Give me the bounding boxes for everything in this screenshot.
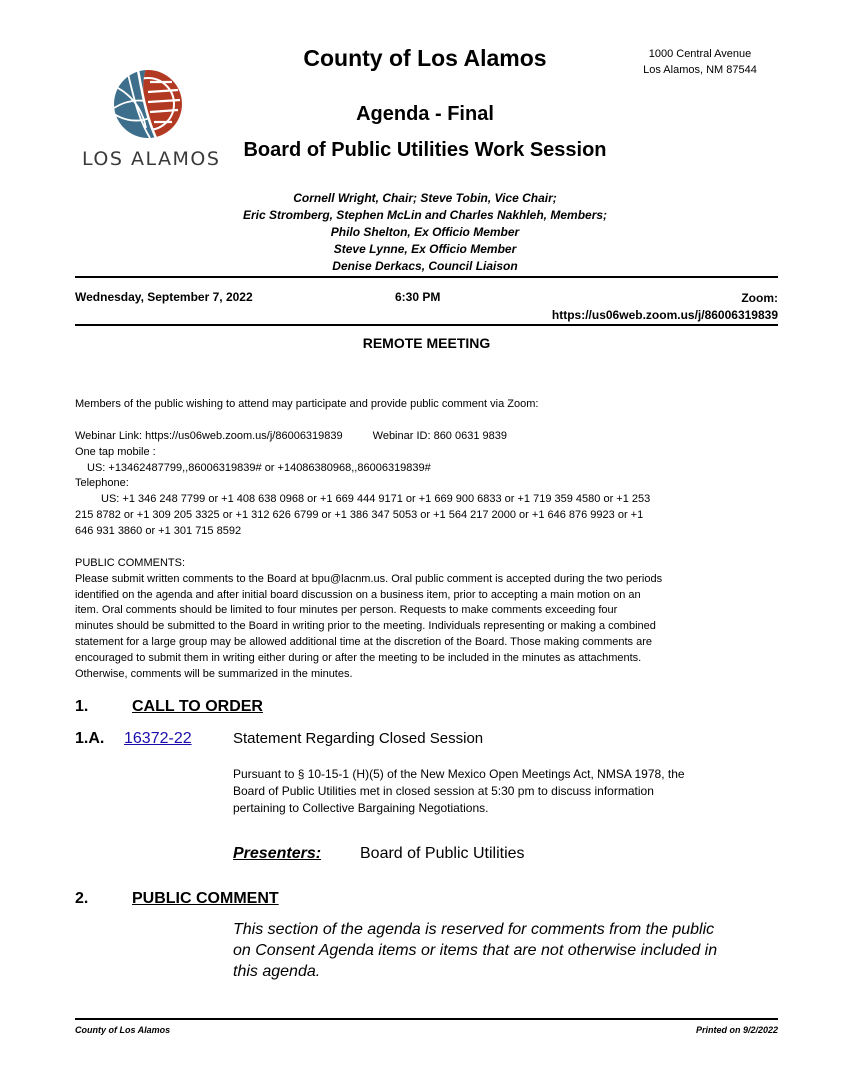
section-title-call-to-order: CALL TO ORDER bbox=[132, 698, 263, 715]
item-number: 1.A. bbox=[75, 730, 105, 747]
telephone-numbers-line: 215 8782 or +1 309 205 3325 or +1 312 626 6799 or +1 386 347 5053 or +1 564 217 2000 or +1 646 876 9923 or +1 bbox=[75, 508, 644, 521]
footer-printed-date: Printed on 9/2/2022 bbox=[695, 1025, 778, 1035]
public-comments-heading: PUBLIC COMMENTS: bbox=[75, 557, 186, 569]
members-line: Cornell Wright, Chair; Steve Tobin, Vice Chair; bbox=[293, 191, 557, 205]
agenda-type-title: Agenda - Final bbox=[356, 103, 494, 125]
item-body-line: pertaining to Collective Bargaining Negotiations. bbox=[233, 801, 489, 815]
webinar-info bbox=[75, 429, 775, 540]
public-comments-line: Please submit written comments to the Board at bpu@lacnm.us. Oral public comment is accepted during the two periods bbox=[75, 572, 663, 585]
county-title: County of Los Alamos bbox=[303, 45, 547, 71]
members-line: Steve Lynne, Ex Officio Member bbox=[333, 242, 517, 256]
meeting-time: 6:30 PM bbox=[395, 290, 441, 304]
zoom-label: Zoom: bbox=[741, 291, 778, 305]
section-body-line: on Consent Agenda items or items that are not otherwise included in bbox=[233, 942, 718, 959]
section-number: 2. bbox=[75, 890, 89, 907]
item-file-link[interactable]: 16372-22 bbox=[124, 730, 192, 747]
public-comments-line: encouraged to submit them in writing either during or after the meeting to be included in the minutes as attachments. bbox=[75, 651, 642, 664]
globe-leaf-icon bbox=[110, 68, 186, 140]
webinar-link[interactable]: Webinar Link: https://us06web.zoom.us/j/86006319839 bbox=[75, 430, 343, 442]
zoom-url[interactable]: https://us06web.zoom.us/j/86006319839 bbox=[551, 308, 778, 322]
item-body-line: Pursuant to § 10-15-1 (H)(5) of the New Mexico Open Meetings Act, NMSA 1978, the bbox=[233, 767, 685, 781]
county-address bbox=[600, 46, 800, 78]
section-number: 1. bbox=[75, 698, 89, 715]
public-comments-line: item. Oral comments should be limited to four minutes per person. Requests to make comments exceeding four bbox=[75, 604, 618, 617]
section-body-line: This section of the agenda is reserved for comments from the public bbox=[233, 921, 715, 938]
section-title-public-comment: PUBLIC COMMENT bbox=[132, 890, 279, 907]
public-comments-line: statement for a large group may be allowed additional time at the discretion of the Board. Those making comments are bbox=[75, 635, 652, 648]
meeting-date: Wednesday, September 7, 2022 bbox=[75, 290, 253, 304]
public-comments-line: Otherwise, comments will be summarized in the minutes. bbox=[75, 667, 353, 680]
address-line-1: 1000 Central Avenue bbox=[648, 48, 752, 60]
item-title: Statement Regarding Closed Session bbox=[233, 730, 484, 747]
item-body bbox=[233, 766, 723, 817]
board-title: Board of Public Utilities Work Session bbox=[243, 139, 607, 161]
public-comments-block bbox=[75, 556, 695, 682]
board-members bbox=[100, 190, 750, 275]
members-line: Eric Stromberg, Stephen McLin and Charles Nakhleh, Members; bbox=[242, 208, 608, 222]
header-divider-top bbox=[75, 276, 778, 278]
one-tap-label: One tap mobile : bbox=[75, 445, 156, 458]
telephone-numbers-line: 646 931 3860 or +1 301 715 8592 bbox=[75, 524, 242, 537]
meeting-zoom bbox=[552, 290, 778, 324]
webinar-line bbox=[75, 429, 775, 445]
section-body bbox=[233, 919, 753, 982]
header-divider-bottom bbox=[75, 324, 778, 326]
one-tap-numbers: US: +13462487799,,86006319839# or +14086380968,,86006319839# bbox=[87, 461, 431, 474]
item-body-line: Board of Public Utilities met in closed session at 5:30 pm to discuss information bbox=[233, 784, 654, 798]
telephone-label: Telephone: bbox=[75, 477, 129, 490]
access-intro: Members of the public wishing to attend may participate and provide public comment via Zoom: bbox=[75, 398, 539, 410]
presenters-value: Board of Public Utilities bbox=[360, 845, 525, 862]
los-alamos-logo bbox=[80, 68, 220, 172]
members-line: Philo Shelton, Ex Officio Member bbox=[330, 225, 520, 239]
public-comments-line: minutes should be submitted to the Board in writing prior to the meeting. Individuals representing or making a combined bbox=[75, 620, 656, 633]
footer-county: County of Los Alamos bbox=[75, 1025, 171, 1035]
telephone-numbers-line: US: +1 346 248 7799 or +1 408 638 0968 or +1 669 444 9171 or +1 669 900 6833 or +1 719 359 4580 or +1 253 bbox=[101, 493, 651, 506]
footer-divider bbox=[75, 1018, 778, 1020]
webinar-id: Webinar ID: 860 0631 9839 bbox=[372, 430, 507, 442]
presenters-label: Presenters: bbox=[233, 845, 322, 862]
members-line: Denise Derkacs, Council Liaison bbox=[332, 259, 518, 273]
public-comments-line: identified on the agenda and after initial board discussion on a business item, prior to accepting a main motion on an bbox=[75, 588, 641, 601]
address-line-2: Los Alamos, NM 87544 bbox=[643, 64, 757, 76]
logo-wordmark: LOS ALAMOS bbox=[82, 148, 221, 170]
section-body-line: this agenda. bbox=[233, 963, 321, 980]
meeting-type: REMOTE MEETING bbox=[362, 335, 491, 351]
